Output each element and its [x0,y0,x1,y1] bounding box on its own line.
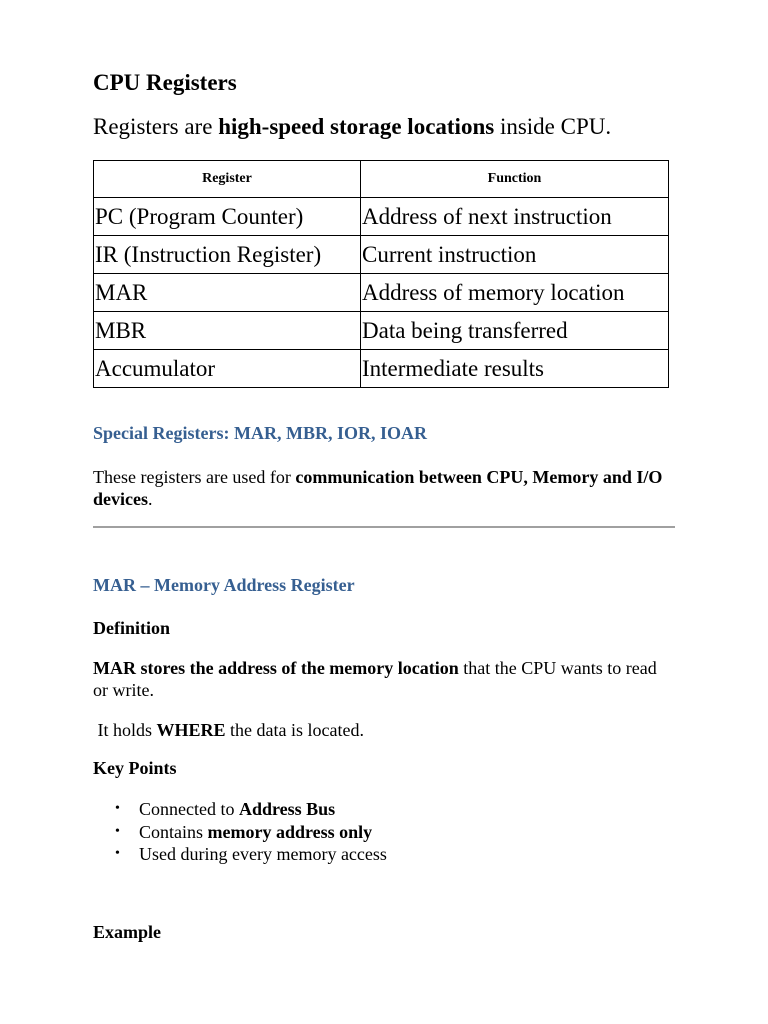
point-bold: memory address only [207,821,373,842]
list-item [93,821,387,844]
function-cell: Intermediate results [361,350,669,388]
table-row [94,350,669,388]
special-registers-text [93,466,675,510]
definition-bold: MAR stores the address of the memory location [93,658,459,678]
register-cell: MAR [94,274,361,312]
register-cell: IR (Instruction Register) [94,236,361,274]
mar-definition-text [93,657,675,701]
list-item [93,843,387,866]
example-label: Example [93,922,162,942]
point-prefix: Used during every memory access [139,844,387,864]
intro-suffix: inside CPU. [494,114,612,139]
column-header-function: Function [361,161,669,198]
register-cell: PC (Program Counter) [94,198,361,236]
register-cell: MBR [94,312,361,350]
bullet-icon: • [115,801,120,816]
function-cell: Current instruction [361,236,669,274]
registers-table [93,160,669,388]
column-header-register: Register [94,161,361,198]
holds-bold: WHERE [156,720,226,740]
list-item [93,798,387,821]
table-row [94,312,669,350]
register-cell: Accumulator [94,350,361,388]
definition-label: Definition [93,618,171,638]
function-cell: Address of next instruction [361,198,669,236]
mar-holds-text [93,719,675,741]
function-cell: Address of memory location [361,274,669,312]
intro-prefix: Registers are [93,114,219,139]
point-prefix: Contains [139,821,208,842]
mar-heading: MAR – Memory Address Register [93,575,355,595]
bullet-icon: • [115,823,120,839]
function-cell: Data being transferred [361,312,669,350]
intro-sentence [93,114,611,140]
bullet-icon: • [115,846,120,861]
special-text-prefix: These registers are used for [93,467,296,487]
table-row [94,274,669,312]
definition-rest: that the CPU wants to read or write. [93,658,657,700]
point-bold: Address Bus [238,799,336,819]
intro-bold: high-speed storage locations [218,114,495,139]
page-title: CPU Registers [93,70,237,95]
key-points-list [93,798,387,866]
holds-prefix: It holds [93,720,157,740]
table-row [94,236,669,274]
special-registers-heading: Special Registers: MAR, MBR, IOR, IOAR [93,423,427,443]
holds-suffix: the data is located. [225,720,364,740]
key-points-label: Key Points [93,758,177,778]
special-text-bold: communication between CPU, Memory and I/O devices [93,467,663,509]
point-prefix: Connected to [139,799,239,819]
table-row [94,198,669,236]
table-header-row [94,161,669,198]
horizontal-divider [93,526,675,528]
special-text-suffix: . [147,489,153,509]
